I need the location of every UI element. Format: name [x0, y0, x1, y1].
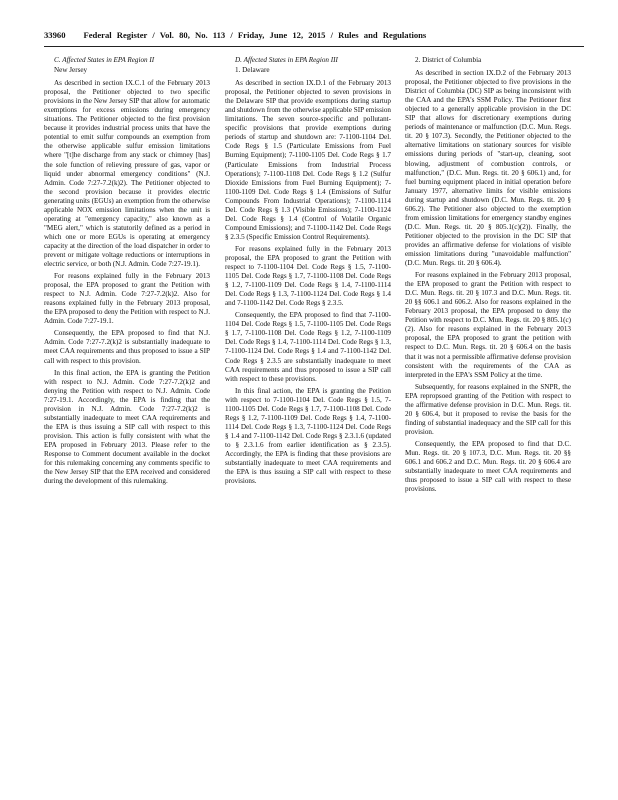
paragraph: In this final action, the EPA is granting the Petition with respect to N.J. Admin. Code 7:27-7.2(k)2 and denying the Petition with respect to N.J. Admin. Code 7:27-19.1. Accordingly, the EPA is finding that the provision in N.J. Admin. Code 7:27-7.2(k)2 is substantially inadequate to meet CAA requirements and the EPA is thus issuing a SIP call with respect to this provision. This action is fully consistent with what the EPA proposed in February 2013. Please refer to the Response to Comment document available in the docket for this rulemaking concerning any comments specific to the New Jersey SIP that the EPA received and considered during the development of this rulemaking. — [44, 368, 210, 486]
section-heading: D. Affected States in EPA Region III — [235, 56, 338, 64]
column-3 — [405, 56, 571, 497]
paragraph: Consequently, the EPA proposed to find that N.J. Admin. Code 7:27-7.2(k)2 is substantially inadequate to meet CAA requirements and thus proposed to issue a SIP call with respect to this provision. — [44, 329, 210, 365]
paragraph: As described in section IX.D.1 of the February 2013 proposal, the Petitioner objected to seven provisions in the Delaware SIP that provide exemptions during startup and shutdown from the otherwise applicable SIP emission limitations. The seven source-specific and pollutant-specific provisions that provide exemptions during periods of startup and shutdown are: 7-1100-1104 Del. Code Regs § 1.5 (Particulate Emissions from Fuel Burning Equipment); 7-1100-1105 Del. Code Regs § 1.7 (Particulate Emissions from Industrial Process Operations); 7-1100-1108 Del. Code Regs § 1.2 (Sulfur Dioxide Emissions from Fuel Burning Equipment); 7-1100-1109 Del. Code Regs § 1.4 (Emissions of Sulfur Compounds From Industrial Operations); 7-1100-1114 Del. Code Regs § 1.3 (Visible Emissions); 7-1100-1124 Del. Code Regs § 1.4 (Control of Volatile Organic Compound Emissions); and 7-1100-1142 Del. Code Regs § 2.3.5 (Specific Emission Control Requirements). — [225, 79, 391, 241]
subheading: 2. District of Columbia — [415, 56, 482, 64]
paragraph: For reasons explained in the February 2013 proposal, the EPA proposed to grant the Petition with respect to D.C. Mun. Regs. tit. 20 § 107.3 and D.C. Mun. Regs. tit. 20 §§ 606.1 and 606.2. Also for reasons explained in the February 2013 proposal, the EPA proposed to deny the Petition with respect to D.C. Mun. Regs. tit. 20 § 805.1(c)(2). Also for reasons explained in the February 2013 proposal, the EPA proposed to grant the petition with respect to D.C. Mun. Regs. tit. 20 § 606.4 on the basis that it was not a permissible affirmative defense provision consistent with the requirements of the CAA as interpreted in the EPA's SSM Policy at the time. — [405, 271, 571, 379]
running-head-title: Federal Register / Vol. 80, No. 113 / Friday, June 12, 2015 / Rules and Regulations — [83, 30, 427, 40]
header-rule — [44, 46, 584, 47]
subheading: New Jersey — [54, 66, 88, 75]
running-header — [44, 30, 584, 44]
paragraph: As described in section IX.C.1 of the February 2013 proposal, the Petitioner objected to two specific provisions in the New Jersey SIP that allow for automatic exemptions for excess emissions during emergency situations. The Petitioner objected to the first provision because it provides industrial process units that have the potential to emit sulfur compounds an exemption from the otherwise applicable sulfur emission limitations where "[t]he discharge from any stack or chimney [has] the sole function of relieving pressure of gas, vapor or liquid under abnormal emergency conditions" (N.J. Admin. Code 7:27-7.2(k)2). The Petitioner objected to the second provision because it provides electric generating units (EGUs) an exemption from the otherwise applicable NOX emission limitations when the unit is operating at "emergency capacity," also known as a "MEG alert," which is statutorily defined as a period in which one or more EGUs is operating at emergency capacity at the direction of the load dispatcher in order to prevent or mitigate voltage reductions or interruptions in electric service, or both (N.J. Admin. Code 7:27-19.1). — [44, 79, 210, 269]
column-2 — [225, 56, 391, 489]
column-1 — [44, 56, 210, 489]
page-number: 33960 — [44, 30, 66, 40]
paragraph: For reasons explained fully in the February 2013 proposal, the EPA proposed to grant the Petition with respect to N.J. Admin. Code 7:27-7.2(k)2. Also for reasons explained fully in the February 2013 proposal, the EPA proposed to deny the Petition with respect to N.J. Admin. Code 7:27-19.1. — [44, 272, 210, 326]
paragraph: In this final action, the EPA is granting the Petition with respect to 7-1100-1104 Del. Code Regs § 1.5, 7-1100-1105 Del. Code Regs § 1.7, 7-1100-1108 Del. Code Regs § 1.2, 7-1100-1109 Del. Code Regs § 1.4, 7-1100-1114 Del. Code Regs § 1.3, 7-1100-1124 Del. Code Regs § 1.4 and 7-1100-1142 Del. Code Regs § 2.3.1.6 (updated to § 2.3.1.6 from earlier identification as § 2.3.5). Accordingly, the EPA is finding that these provisions are substantially inadequate to meet CAA requirements and the EPA is thus issuing a SIP call with respect to these provisions. — [225, 386, 391, 486]
paragraph: Consequently, the EPA proposed to find that D.C. Mun. Regs. tit. 20 § 107.3, D.C. Mun. Regs. tit. 20 §§ 606.1 and 606.2 and D.C. Mun. Regs. tit. 20 § 606.4 are substantially inadequate to meet CAA requirements and thus proposed to issue a SIP call with respect to these provisions. — [405, 439, 571, 494]
paragraph: As described in section IX.D.2 of the February 2013 proposal, the Petitioner objected to five provisions in the District of Columbia (DC) SIP as being inconsistent with the CAA and the EPA's SSM Policy. The Petitioner first objected to a generally applicable provision in the DC SIP that allows for discretionary exemptions during periods of maintenance or malfunction (D.C. Mun. Regs. tit. 20 § 107.3). Secondly, the Petitioner objected to the alternative limitations on stationary sources for visible emissions during periods of "start-up, cleaning, soot blowing, adjustment of combustion controls, or malfunction," (D.C. Mun. Regs. tit. 20 § 606.1) and, for fuel burning equipment placed in initial operation before January 1977, alternative limits for visible emissions during startup and shutdown (D.C. Mun. Regs. tit. 20 § 606.2). The Petitioner also objected to the exemption from emission limitations for emergency standby engines (D.C. Mun. Regs. tit. 20 § 805.1(c)(2)). Finally, the Petitioner objected to the provision in the DC SIP that provides an affirmative defense for violations of visible emission limitations during "unavoidable malfunction" (D.C. Mun. Regs. tit. 20 § 606.4). — [405, 69, 571, 268]
subheading: 1. Delaware — [235, 66, 270, 75]
paragraph: Subsequently, for reasons explained in the SNPR, the EPA repropsoed granting of the Petition with respect to the affirmative defense provision in D.C. Mun. Regs. tit. 20 § 606.4, but it proposed to revise the basis for the finding of substantial inadequacy and the SIP call for this provision. — [405, 382, 571, 436]
section-heading: C. Affected States in EPA Region II — [54, 56, 155, 64]
paragraph: Consequently, the EPA proposed to find that 7-1100-1104 Del. Code Regs § 1.5, 7-1100-1105 Del. Code Regs § 1.7, 7-1100-1108 Del. Code Regs § 1.2, 7-1100-1109 Del. Code Regs § 1.4, 7-1100-1114 Del. Code Regs § 1.3, 7-1100-1124 Del. Code Regs § 1.4 and 7-1100-1142 Del. Code Regs § 2.3.5 are substantially inadequate to meet CAA requirements and thus proposed to issue a SIP call with respect to these provisions. — [225, 311, 391, 383]
paragraph: For reasons explained fully in the February 2013 proposal, the EPA proposed to grant the Petition with respect to 7-1100-1104 Del. Code Regs § 1.5, 7-1100-1105 Del. Code Regs § 1.7, 7-1100-1108 Del. Code Regs § 1.2, 7-1100-1109 Del. Code Regs § 1.4, 7-1100-1114 Del. Code Regs § 1.3, 7-1100-1124 Del. Code Regs § 1.4 and 7-1100-1142 Del. Code Regs § 2.3.5. — [225, 244, 391, 308]
